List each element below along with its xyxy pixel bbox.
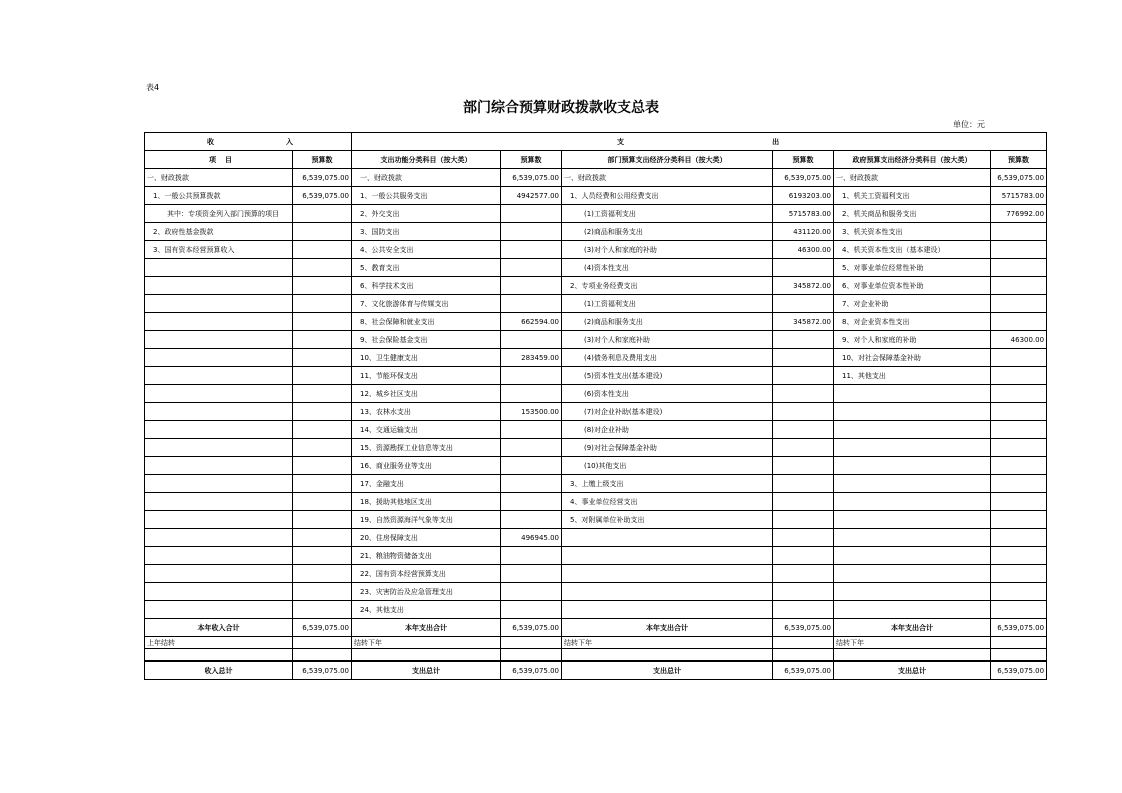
func-item-cell: 一、财政拨款 [352,169,501,187]
func-budget-cell [501,601,562,619]
gov-econ-budget-cell [991,475,1047,493]
func-budget-cell [501,223,562,241]
table-row [145,475,1047,493]
gov-econ-item-cell [834,385,991,403]
func-item-cell: 22、国有资本经营预算支出 [352,565,501,583]
gov-econ-budget-cell [991,439,1047,457]
income-item-cell [145,295,293,313]
budget-table [144,132,1047,680]
column-header-row [145,151,1047,169]
gov-econ-budget-cell [991,457,1047,475]
col-header-func: 支出功能分类科目（按大类） [352,151,501,169]
income-item-cell [145,511,293,529]
dept-econ-budget-cell: 46300.00 [773,241,834,259]
func-item-cell: 18、援助其他地区支出 [352,493,501,511]
gov-econ-item-cell: 8、对企业资本性支出 [834,313,991,331]
income-item-cell: 一、财政拨款 [145,169,293,187]
gov-econ-item-cell: 3、机关资本性支出 [834,223,991,241]
gov-econ-budget-cell [991,565,1047,583]
func-budget-cell [501,511,562,529]
dept-econ-item-cell: (5)资本性支出(基本建设) [562,367,773,385]
table-row [145,439,1047,457]
income-item-cell: 1、一般公共预算拨款 [145,187,293,205]
func-budget-cell: 153500.00 [501,403,562,421]
dept-econ-budget-cell: 431120.00 [773,223,834,241]
income-budget-cell [293,403,352,421]
unit-label: 单位：元 [953,120,985,129]
expense-total-label-gov: 支出总计 [834,661,991,680]
func-item-cell: 10、卫生健康支出 [352,349,501,367]
income-total-value: 6,539,075.00 [293,661,352,680]
carry-next-value-gov [991,637,1047,649]
table-row [145,205,1047,223]
expense-total-label-func: 支出总计 [352,661,501,680]
gov-econ-item-cell [834,529,991,547]
dept-econ-budget-cell [773,529,834,547]
income-item-cell [145,475,293,493]
func-budget-cell [501,583,562,601]
income-item-cell: 3、国有资本经营预算收入 [145,241,293,259]
income-item-cell [145,565,293,583]
income-budget-cell [293,205,352,223]
spacer-row [145,649,1047,662]
year-income-value: 6,539,075.00 [293,619,352,637]
func-item-cell: 6、科学技术支出 [352,277,501,295]
income-budget-cell [293,565,352,583]
dept-econ-budget-cell [773,259,834,277]
gov-econ-budget-cell [991,367,1047,385]
income-budget-cell [293,493,352,511]
dept-econ-budget-cell [773,511,834,529]
dept-econ-item-cell: (4)资本性支出 [562,259,773,277]
gov-econ-item-cell [834,457,991,475]
page-title: 部门综合预算财政拨款收支总表 [463,100,659,116]
carry-next-value-dept [773,637,834,649]
expense-group-right: 出 [772,137,780,146]
dept-econ-item-cell [562,583,773,601]
year-total-row [145,619,1047,637]
income-item-cell [145,457,293,475]
func-budget-cell [501,241,562,259]
dept-econ-item-cell: 3、上缴上级支出 [562,475,773,493]
income-item-cell [145,277,293,295]
gov-econ-budget-cell [991,547,1047,565]
income-item-cell [145,259,293,277]
table-row [145,349,1047,367]
dept-econ-budget-cell [773,475,834,493]
table-number: 表4 [146,83,160,92]
dept-econ-budget-cell: 345872.00 [773,313,834,331]
income-item-cell [145,367,293,385]
dept-econ-item-cell: 4、事业单位经营支出 [562,493,773,511]
gov-econ-item-cell: 6、对事业单位资本性补助 [834,277,991,295]
func-budget-cell: 6,539,075.00 [501,169,562,187]
gov-econ-budget-cell [991,295,1047,313]
table-row [145,457,1047,475]
dept-econ-item-cell: (2)商品和服务支出 [562,313,773,331]
dept-econ-item-cell [562,529,773,547]
func-item-cell: 5、教育支出 [352,259,501,277]
gov-econ-budget-cell [991,385,1047,403]
year-expense-label-gov: 本年支出合计 [834,619,991,637]
dept-econ-item-cell [562,565,773,583]
func-budget-cell [501,367,562,385]
func-budget-cell [501,295,562,313]
func-item-cell: 8、社会保障和就业支出 [352,313,501,331]
year-expense-value-gov: 6,539,075.00 [991,619,1047,637]
table-row [145,223,1047,241]
income-item-cell [145,385,293,403]
carry-next-label-func: 结转下年 [352,637,501,649]
income-item-cell [145,331,293,349]
col-item-left: 项 [209,155,216,164]
func-item-cell: 14、交通运输支出 [352,421,501,439]
income-budget-cell [293,223,352,241]
gov-econ-item-cell: 10、对社会保障基金补助 [834,349,991,367]
func-budget-cell [501,493,562,511]
dept-econ-item-cell: 2、专项业务经费支出 [562,277,773,295]
gov-econ-item-cell [834,547,991,565]
income-budget-cell [293,601,352,619]
dept-econ-budget-cell [773,349,834,367]
dept-econ-item-cell: (7)对企业补助(基本建设) [562,403,773,421]
table-row [145,241,1047,259]
gov-econ-budget-cell [991,493,1047,511]
carry-next-label-gov: 结转下年 [834,637,991,649]
gov-econ-budget-cell [991,583,1047,601]
income-item-cell: 2、政府性基金拨款 [145,223,293,241]
income-item-cell [145,601,293,619]
income-item-cell [145,547,293,565]
spacer-cell [352,649,501,662]
func-item-cell: 1、一般公共服务支出 [352,187,501,205]
income-budget-cell [293,439,352,457]
income-item-cell [145,313,293,331]
table-row [145,583,1047,601]
income-budget-cell [293,529,352,547]
carry-prev-label: 上年结转 [145,637,293,649]
func-item-cell: 13、农林水支出 [352,403,501,421]
func-budget-cell: 4942577.00 [501,187,562,205]
gov-econ-item-cell [834,601,991,619]
income-budget-cell [293,277,352,295]
expense-group-header [352,133,1047,151]
table-row [145,601,1047,619]
func-budget-cell [501,331,562,349]
gov-econ-item-cell [834,583,991,601]
income-budget-cell: 6,539,075.00 [293,169,352,187]
func-item-cell: 11、节能环保支出 [352,367,501,385]
year-expense-value-dept: 6,539,075.00 [773,619,834,637]
func-item-cell: 12、城乡社区支出 [352,385,501,403]
dept-econ-item-cell: (3)对个人和家庭补助 [562,331,773,349]
gov-econ-budget-cell [991,349,1047,367]
table-row [145,331,1047,349]
dept-econ-item-cell: 1、人员经费和公用经费支出 [562,187,773,205]
col-item-right: 目 [225,155,232,164]
func-item-cell: 24、其他支出 [352,601,501,619]
dept-econ-budget-cell [773,331,834,349]
gov-econ-budget-cell [991,223,1047,241]
col-header-dept-econ: 部门预算支出经济分类科目（按大类） [562,151,773,169]
table-row [145,529,1047,547]
dept-econ-budget-cell [773,583,834,601]
spacer-cell [773,649,834,662]
gov-econ-budget-cell [991,313,1047,331]
dept-econ-item-cell [562,601,773,619]
dept-econ-budget-cell: 6,539,075.00 [773,169,834,187]
func-budget-cell [501,475,562,493]
func-item-cell: 7、文化旅游体育与传媒支出 [352,295,501,313]
func-item-cell: 19、自然资源海洋气象等支出 [352,511,501,529]
func-budget-cell [501,565,562,583]
gov-econ-item-cell: 5、对事业单位经常性补助 [834,259,991,277]
income-budget-cell [293,313,352,331]
income-item-cell: 其中：专项资金列入部门预算的项目 [145,205,293,223]
income-budget-cell [293,457,352,475]
table-row [145,295,1047,313]
income-item-cell [145,529,293,547]
dept-econ-budget-cell: 6193203.00 [773,187,834,205]
income-group-left: 收 [207,137,214,146]
func-budget-cell [501,385,562,403]
dept-econ-budget-cell: 345872.00 [773,277,834,295]
col-header-budget-func: 预算数 [501,151,562,169]
year-expense-value-func: 6,539,075.00 [501,619,562,637]
income-budget-cell [293,367,352,385]
table-row [145,169,1047,187]
dept-econ-item-cell: (3)对个人和家庭的补助 [562,241,773,259]
dept-econ-item-cell: 5、对附属单位补助支出 [562,511,773,529]
expense-total-value-gov: 6,539,075.00 [991,661,1047,680]
func-item-cell: 4、公共安全支出 [352,241,501,259]
income-budget-cell [293,511,352,529]
dept-econ-budget-cell [773,385,834,403]
carry-next-label-dept: 结转下年 [562,637,773,649]
func-item-cell: 3、国防支出 [352,223,501,241]
year-expense-label-func: 本年支出合计 [352,619,501,637]
col-header-budget-dept: 预算数 [773,151,834,169]
col-header-gov-econ: 政府预算支出经济分类科目（按大类） [834,151,991,169]
income-budget-cell [293,583,352,601]
dept-econ-item-cell: (10)其他支出 [562,457,773,475]
totals-body [145,619,1047,680]
income-item-cell [145,403,293,421]
gov-econ-budget-cell: 46300.00 [991,331,1047,349]
gov-econ-item-cell: 7、对企业补助 [834,295,991,313]
dept-econ-item-cell: (1)工资福利支出 [562,295,773,313]
income-budget-cell [293,241,352,259]
income-budget-cell [293,547,352,565]
dept-econ-item-cell: (1)工资福利支出 [562,205,773,223]
gov-econ-item-cell [834,511,991,529]
income-budget-cell [293,421,352,439]
dept-econ-item-cell: (6)资本性支出 [562,385,773,403]
gov-econ-item-cell [834,565,991,583]
gov-econ-item-cell [834,421,991,439]
dept-econ-item-cell: (9)对社会保障基金补助 [562,439,773,457]
dept-econ-budget-cell [773,439,834,457]
income-item-cell [145,421,293,439]
func-budget-cell [501,457,562,475]
dept-econ-budget-cell [773,295,834,313]
carry-next-value-func [501,637,562,649]
func-budget-cell [501,547,562,565]
func-item-cell: 17、金融支出 [352,475,501,493]
func-budget-cell [501,259,562,277]
dept-econ-item-cell: (8)对企业补助 [562,421,773,439]
dept-econ-budget-cell [773,457,834,475]
table-body [145,133,1047,619]
dept-econ-item-cell: 一、财政拨款 [562,169,773,187]
table-row [145,493,1047,511]
spacer-cell [562,649,773,662]
gov-econ-item-cell [834,403,991,421]
spacer-cell [501,649,562,662]
dept-econ-budget-cell [773,367,834,385]
dept-econ-budget-cell [773,403,834,421]
gov-econ-item-cell: 9、对个人和家庭的补助 [834,331,991,349]
income-budget-cell [293,385,352,403]
year-expense-label-dept: 本年支出合计 [562,619,773,637]
func-item-cell: 9、社会保险基金支出 [352,331,501,349]
gov-econ-item-cell [834,475,991,493]
table-row [145,187,1047,205]
grand-total-row [145,661,1047,680]
dept-econ-budget-cell [773,565,834,583]
income-item-cell [145,349,293,367]
func-item-cell: 15、资源勘探工业信息等支出 [352,439,501,457]
expense-total-value-func: 6,539,075.00 [501,661,562,680]
income-group-header [145,133,352,151]
carry-prev-value [293,637,352,649]
spacer-cell [834,649,991,662]
income-item-cell [145,493,293,511]
table-row [145,565,1047,583]
table-row [145,403,1047,421]
dept-econ-item-cell: (2)商品和服务支出 [562,223,773,241]
income-budget-cell [293,259,352,277]
func-item-cell: 2、外交支出 [352,205,501,223]
table-row [145,385,1047,403]
table-row [145,259,1047,277]
gov-econ-item-cell: 一、财政拨款 [834,169,991,187]
expense-group-left: 支 [617,137,624,146]
gov-econ-budget-cell [991,241,1047,259]
gov-econ-budget-cell [991,529,1047,547]
dept-econ-budget-cell: 5715783.00 [773,205,834,223]
func-budget-cell [501,205,562,223]
table-row [145,367,1047,385]
func-item-cell: 20、住房保障支出 [352,529,501,547]
spacer-cell [991,649,1047,662]
gov-econ-budget-cell: 6,539,075.00 [991,169,1047,187]
gov-econ-budget-cell [991,259,1047,277]
func-item-cell: 21、粮油物资储备支出 [352,547,501,565]
gov-econ-item-cell [834,439,991,457]
func-item-cell: 16、商业服务业等支出 [352,457,501,475]
income-budget-cell: 6,539,075.00 [293,187,352,205]
dept-econ-item-cell [562,547,773,565]
func-item-cell: 23、灾害防治及应急管理支出 [352,583,501,601]
gov-econ-budget-cell: 776992.00 [991,205,1047,223]
expense-total-value-dept: 6,539,075.00 [773,661,834,680]
gov-econ-budget-cell [991,511,1047,529]
col-header-budget-gov: 预算数 [991,151,1047,169]
spacer-cell [293,649,352,662]
dept-econ-budget-cell [773,601,834,619]
func-budget-cell: 496945.00 [501,529,562,547]
income-item-cell [145,583,293,601]
col-header-item [145,151,293,169]
carry-row [145,637,1047,649]
gov-econ-item-cell: 2、机关商品和服务支出 [834,205,991,223]
gov-econ-budget-cell [991,601,1047,619]
income-budget-cell [293,349,352,367]
gov-econ-item-cell: 4、机关资本性支出（基本建设） [834,241,991,259]
gov-econ-item-cell: 11、其他支出 [834,367,991,385]
spacer-cell [145,649,293,662]
dept-econ-budget-cell [773,421,834,439]
table-row [145,421,1047,439]
gov-econ-item-cell: 1、机关工资福利支出 [834,187,991,205]
func-budget-cell [501,439,562,457]
dept-econ-budget-cell [773,493,834,511]
income-budget-cell [293,295,352,313]
func-budget-cell: 283459.00 [501,349,562,367]
col-header-budget-income: 预算数 [293,151,352,169]
group-header-row [145,133,1047,151]
year-income-label: 本年收入合计 [145,619,293,637]
income-budget-cell [293,475,352,493]
gov-econ-budget-cell: 5715783.00 [991,187,1047,205]
dept-econ-budget-cell [773,547,834,565]
expense-total-label-dept: 支出总计 [562,661,773,680]
gov-econ-budget-cell [991,421,1047,439]
gov-econ-budget-cell [991,277,1047,295]
income-item-cell [145,439,293,457]
table-row [145,547,1047,565]
gov-econ-budget-cell [991,403,1047,421]
income-total-label: 收入总计 [145,661,293,680]
income-budget-cell [293,331,352,349]
func-budget-cell [501,421,562,439]
table-row [145,511,1047,529]
dept-econ-item-cell: (4)债务利息及费用支出 [562,349,773,367]
table-row [145,313,1047,331]
func-budget-cell [501,277,562,295]
table-row [145,277,1047,295]
gov-econ-item-cell [834,493,991,511]
func-budget-cell: 662594.00 [501,313,562,331]
income-group-right: 入 [286,137,293,146]
